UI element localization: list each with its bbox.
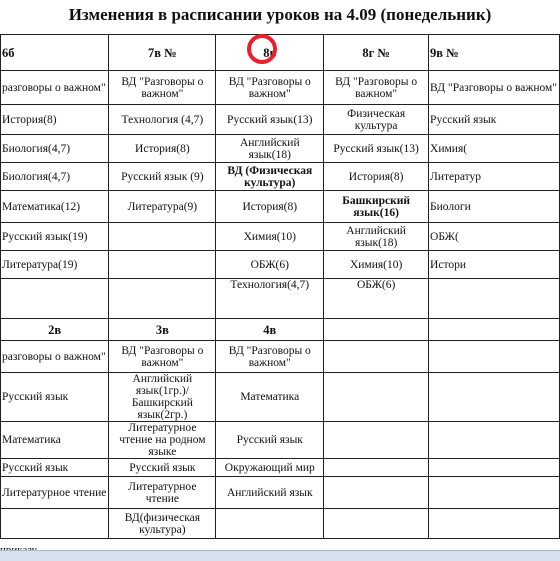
table-row	[1, 279, 560, 319]
table-row	[1, 71, 560, 105]
table-cell: Английский язык(18)	[216, 135, 324, 163]
table-cell: Русский язык(13)	[216, 105, 324, 135]
table-cell	[429, 279, 560, 319]
table-cell: ОБЖ(6)	[324, 279, 429, 319]
header-cell: 9в №	[429, 35, 560, 71]
table-cell	[324, 477, 429, 509]
table-row	[1, 191, 560, 223]
table-cell: История(8)	[1, 105, 109, 135]
table-cell: Литература(19)	[1, 251, 109, 279]
table-cell: Технология (4,7)	[109, 105, 216, 135]
table-cell: Биологи	[429, 191, 560, 223]
table-cell	[324, 373, 429, 422]
table-cell: Литературное чтение	[109, 477, 216, 509]
header-cell: 7в №	[109, 35, 216, 71]
table-cell: Русский язык	[109, 459, 216, 477]
table-cell: Русский язык	[1, 459, 109, 477]
table-row	[1, 373, 560, 422]
table-row	[1, 105, 560, 135]
table-cell: Русский язык	[429, 105, 560, 135]
table-row	[1, 341, 560, 373]
table-cell	[1, 279, 109, 319]
table-cell: Технология(4,7)	[216, 279, 324, 319]
header-cell	[429, 319, 560, 341]
table-cell: Русский язык(19)	[1, 223, 109, 251]
table-row	[1, 223, 560, 251]
header-cell: 3в	[109, 319, 216, 341]
table-row	[1, 459, 560, 477]
header-cell: 8в	[216, 35, 324, 71]
table-row	[1, 163, 560, 191]
table-cell: Химия(	[429, 135, 560, 163]
table-row	[1, 477, 560, 509]
table-cell	[109, 279, 216, 319]
header-cell: 4в	[216, 319, 324, 341]
table-row	[1, 422, 560, 459]
table-cell: Литературное чтение на родном языке	[109, 422, 216, 459]
header-row	[1, 319, 560, 341]
table-cell: Биология(4,7)	[1, 163, 109, 191]
table-cell: Физическая культура	[324, 105, 429, 135]
table-cell: Русский язык	[216, 422, 324, 459]
header-cell: 8г №	[324, 35, 429, 71]
table-cell: Химия(10)	[216, 223, 324, 251]
table-cell: Английский язык	[216, 477, 324, 509]
table-cell	[324, 509, 429, 539]
table-cell: Биология(4,7)	[1, 135, 109, 163]
table-cell: ВД "Разговоры о важном"	[429, 71, 560, 105]
table-cell	[109, 223, 216, 251]
table-cell	[429, 459, 560, 477]
table-cell: ВД "Разговоры о важном"	[109, 341, 216, 373]
table-cell: Русский язык (9)	[109, 163, 216, 191]
table-cell: ОБЖ(	[429, 223, 560, 251]
table-cell	[324, 459, 429, 477]
table-row	[1, 509, 560, 539]
schedule-grid	[0, 34, 560, 539]
table-row	[1, 251, 560, 279]
table-cell: Окружающий мир	[216, 459, 324, 477]
table-cell: ВД "Разговоры о важном"	[324, 71, 429, 105]
table-cell	[109, 251, 216, 279]
header-row	[1, 35, 560, 71]
table-row	[1, 135, 560, 163]
table-cell	[1, 509, 109, 539]
table-cell: Русский язык(13)	[324, 135, 429, 163]
table-cell: Химия(10)	[324, 251, 429, 279]
schedule-table	[0, 34, 560, 539]
bottom-scrollbar[interactable]	[0, 550, 560, 561]
header-cell: 2в	[1, 319, 109, 341]
table-cell: разговоры о важном"	[1, 341, 109, 373]
table-cell: Английский язык(18)	[324, 223, 429, 251]
table-cell: ВД (Физическая культура)	[216, 163, 324, 191]
table-cell	[429, 373, 560, 422]
table-cell: Башкирский язык(16)	[324, 191, 429, 223]
table-cell: История(8)	[324, 163, 429, 191]
table-cell	[429, 477, 560, 509]
table-cell: История(8)	[216, 191, 324, 223]
header-cell	[324, 319, 429, 341]
table-cell	[429, 422, 560, 459]
red-circle-marker	[247, 34, 277, 64]
table-cell: ВД(физическая культура)	[109, 509, 216, 539]
table-cell	[429, 341, 560, 373]
table-cell: ВД "Разговоры о важном"	[216, 71, 324, 105]
table-cell: История(8)	[109, 135, 216, 163]
table-cell: разговоры о важном"	[1, 71, 109, 105]
table-cell: Английский язык(1гр.)/Башкирский язык(2гр.)	[109, 373, 216, 422]
table-cell: Литературное чтение	[1, 477, 109, 509]
table-cell: Математика	[1, 422, 109, 459]
table-cell: ВД "Разговоры о важном"	[216, 341, 324, 373]
table-cell: Истори	[429, 251, 560, 279]
table-cell: ОБЖ(6)	[216, 251, 324, 279]
table-cell: Русский язык	[1, 373, 109, 422]
table-cell	[216, 509, 324, 539]
table-cell: Математика	[216, 373, 324, 422]
table-cell	[324, 341, 429, 373]
table-cell	[324, 422, 429, 459]
table-cell: Литература(9)	[109, 191, 216, 223]
table-cell	[429, 509, 560, 539]
header-cell: 6б	[1, 35, 109, 71]
table-cell: Литератур	[429, 163, 560, 191]
table-cell: Математика(12)	[1, 191, 109, 223]
page-title: Изменения в расписании уроков на 4.09 (понедельник)	[68, 5, 492, 24]
table-cell: ВД "Разговоры о важном"	[109, 71, 216, 105]
